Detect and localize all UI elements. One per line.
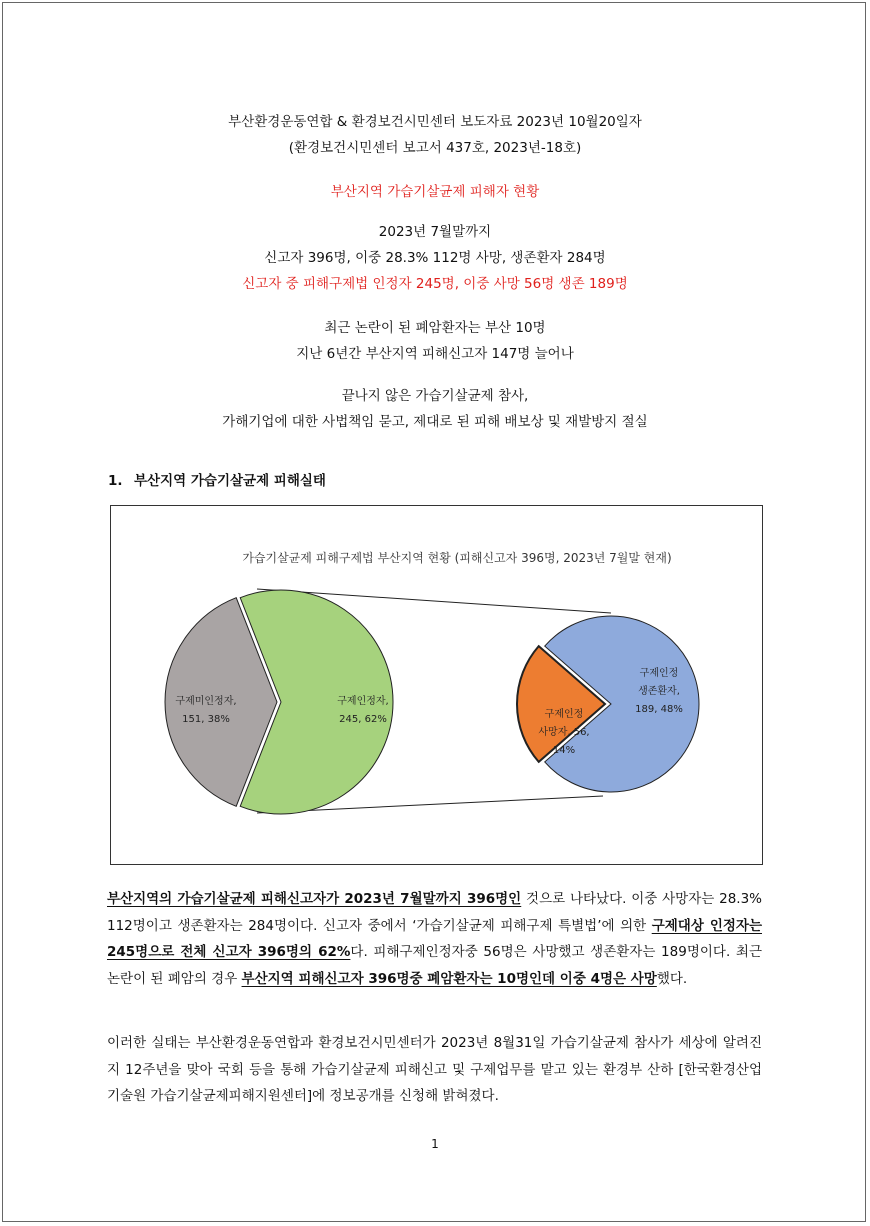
header-line-1: 부산환경운동연합 & 환경보건시민센터 보도자료 2023년 10월20일자 [228,114,642,130]
para1-text-3: 했다. [656,970,688,987]
label-deaths-line-3: 14% [552,745,576,756]
sub-line-1: 최근 논란이 된 폐암환자는 부산 10명 [324,320,546,336]
appeal-line-2: 가해기업에 대한 사법책임 묻고, 제대로 된 피해 배보상 및 재발방지 절실 [222,414,648,430]
label-survivors-line-1: 구제인정 [639,668,679,679]
label-survivors-line-2: 생존환자, [638,686,680,697]
label-unrecognized-value: 151, 38% [182,714,230,725]
paragraph-1 [107,886,762,992]
chart-title: 가습기살균제 피해구제법 부산지역 현황 (피해신고자 396명, 2023년 7월말 현재) [242,551,672,565]
header-line-2: (환경보건시민센터 보고서 437호, 2023년-18호) [288,140,582,156]
summary-line-1: 2023년 7월말까지 [378,224,492,240]
para1-highlight-2: 구제대상 인정자는 245명으로 전체 신고자 396명의 62% [107,917,762,960]
sub-line-2: 지난 6년간 부산지역 피해신고자 147명 늘어나 [296,346,574,362]
label-recognized-value: 245, 62% [339,714,387,725]
para1-highlight-1: 부산지역의 가습기살균제 피해신고자가 2023년 7월말까지 396명인 [107,891,522,907]
para1-text-1: 것으로 나타났다. 이중 사망자는 28.3% 112명이고 생존환자는 284명이다. 신고자 중에서 ‘가습기살균제 피해구제 특별법’에 의한 [107,891,762,934]
label-survivors-line-3: 189, 48% [635,704,683,715]
summary-line-3: 신고자 중 피해구제법 인정자 245명, 이중 사망 56명 생존 189명 [242,276,628,292]
section-title [108,469,326,489]
paragraph-2: 이러한 실태는 부산환경운동연합과 환경보건시민센터가 2023년 8월31일 가습기살균제 참사가 세상에 알려진 지 12주년을 맞아 국회 등을 통해 가습기살균제 피해신고 및 구제업무를 맡고 있는 환경부 산하 [한국환경산업기술원 가습기살균제피해지원센터]에 정보공개를 신청해 밝혀졌다. [107,1035,762,1104]
label-deaths-line-2: 사망자, 56, [538,727,590,738]
section-title-text: 부산지역 가습기살균제 피해실태 [134,473,326,489]
page-number: 1 [431,1137,439,1151]
headline: 부산지역 가습기살균제 피해자 현황 [330,184,540,200]
appeal-line-1: 끝나지 않은 가습기살균제 참사, [341,388,529,404]
pie-chart-svg [111,506,764,866]
summary-line-2: 신고자 396명, 이중 28.3% 112명 사망, 생존환자 284명 [264,250,606,266]
label-deaths-line-1: 구제인정 [544,709,584,720]
para1-highlight-3: 부산지역 피해신고자 396명중 폐암환자는 10명인데 이중 4명은 사망 [241,970,657,987]
pie-chart [110,505,763,865]
section-number: 1. [108,473,123,489]
label-recognized-name: 구제인정자, [337,696,389,707]
label-unrecognized-name: 구제미인정자, [175,696,237,707]
para1-text-2: 다. 피해구제인정자중 56명은 사망했고 생존환자는 189명이다. 최근 논란이 된 폐암의 경우 [107,944,762,987]
